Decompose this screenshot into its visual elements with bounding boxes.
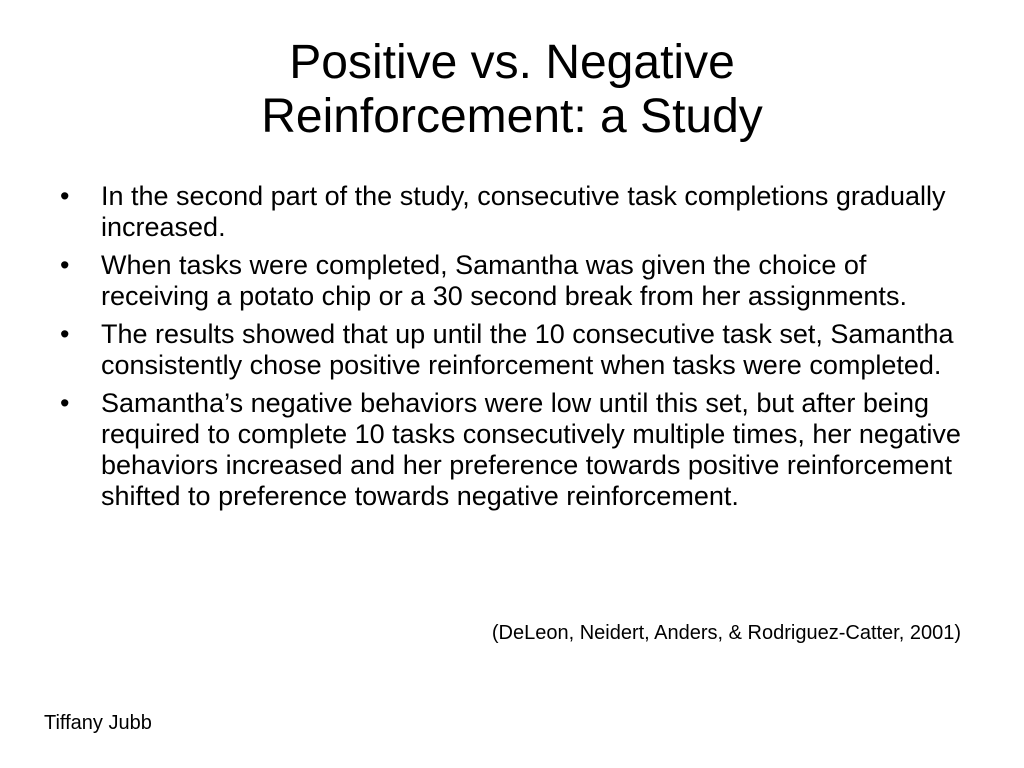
bullet-item	[56, 319, 976, 381]
bullet-icon: •	[60, 319, 70, 349]
bullet-icon: •	[60, 388, 70, 418]
bullet-item	[56, 250, 976, 312]
bullet-icon: •	[60, 181, 70, 211]
slide-title-line-1: Positive vs. Negative	[289, 36, 735, 89]
bullet-icon: •	[60, 250, 70, 280]
citation: (DeLeon, Neidert, Anders, & Rodriguez-Catter, 2001)	[491, 622, 961, 644]
bullet-text: When tasks were completed, Samantha was given the choice of receiving a potato chip or a 30 second break from her assignments.	[101, 250, 907, 311]
bullet-list	[56, 181, 976, 519]
bullet-item	[56, 388, 976, 512]
bullet-text: Samantha’s negative behaviors were low until this set, but after being required to complete 10 tasks consecutively multiple times, her negative behaviors increased and her preference towards positive reinforcement shifted to preference towards negative reinforcement.	[101, 388, 961, 511]
footer-author: Tiffany Jubb	[44, 712, 152, 734]
bullet-item	[56, 181, 976, 243]
slide-title-line-2: Reinforcement: a Study	[261, 90, 763, 143]
bullet-text: The results showed that up until the 10 consecutive task set, Samantha consistently chose positive reinforcement when tasks were completed.	[101, 319, 954, 380]
bullet-text: In the second part of the study, consecutive task completions gradually increased.	[101, 181, 946, 242]
slide-title	[112, 36, 912, 144]
